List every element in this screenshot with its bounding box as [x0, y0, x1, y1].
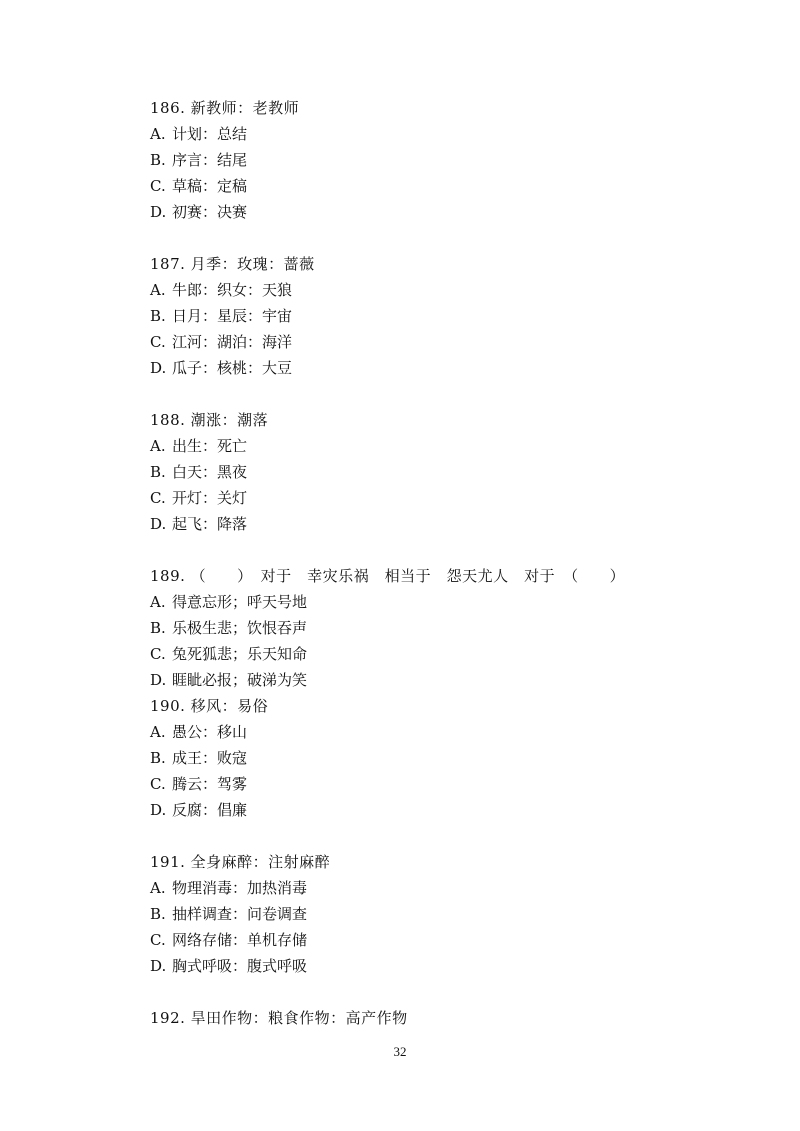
- option-text: 江河：湖泊：海洋: [172, 333, 293, 351]
- option-letter: D.: [150, 801, 167, 819]
- option-text: 乐极生悲；饮恨吞声: [172, 619, 308, 637]
- option-text: 草稿：定稿: [172, 177, 248, 195]
- option-text: 瓜子：核桃：大豆: [172, 359, 293, 377]
- question-187-option-c: [150, 332, 292, 352]
- question-188-option-d: [150, 514, 247, 534]
- question-190-stem: 190. 移风：易俗: [150, 697, 269, 715]
- option-text: 兔死狐悲；乐天知命: [172, 645, 308, 663]
- option-letter: D.: [150, 957, 167, 975]
- option-text: 愚公：移山: [172, 723, 248, 741]
- option-text: 胸式呼吸：腹式呼吸: [172, 957, 308, 975]
- question-186-stem: 186. 新教师：老教师: [150, 99, 300, 117]
- option-letter: C.: [150, 931, 166, 949]
- question-186-option-d: [150, 202, 247, 222]
- option-letter: C.: [150, 775, 166, 793]
- option-letter: B.: [150, 151, 166, 169]
- option-letter: B.: [150, 905, 166, 923]
- option-text: 腾云：驾雾: [172, 775, 248, 793]
- option-letter: C.: [150, 333, 166, 351]
- option-text: 计划：总结: [172, 125, 248, 143]
- option-letter: D.: [150, 671, 167, 689]
- question-188-option-a: [150, 436, 247, 456]
- option-text: 序言：结尾: [172, 151, 248, 169]
- option-letter: A.: [150, 879, 166, 897]
- question-187-option-d: [150, 358, 292, 378]
- option-letter: B.: [150, 463, 166, 481]
- option-letter: D.: [150, 203, 167, 221]
- option-text: 牛郎：织女：天狼: [172, 281, 293, 299]
- page-number: 32: [393, 1044, 407, 1059]
- question-190-option-c: [150, 774, 247, 794]
- question-190-option-b: [150, 748, 247, 768]
- option-text: 得意忘形；呼天号地: [172, 593, 308, 611]
- option-letter: A.: [150, 281, 166, 299]
- option-letter: A.: [150, 437, 166, 455]
- option-letter: A.: [150, 593, 166, 611]
- question-186-option-b: [150, 150, 247, 170]
- question-189-option-b: [150, 618, 307, 638]
- option-text: 物理消毒：加热消毒: [172, 879, 308, 897]
- question-188-option-b: [150, 462, 247, 482]
- question-187-option-a: [150, 280, 292, 300]
- question-186-option-c: [150, 176, 247, 196]
- option-letter: D.: [150, 359, 167, 377]
- question-189-option-c: [150, 644, 307, 664]
- question-191-option-b: [150, 904, 307, 924]
- option-text: 睚眦必报；破涕为笑: [172, 671, 308, 689]
- question-190-option-d: [150, 800, 247, 820]
- option-letter: D.: [150, 515, 167, 533]
- option-text: 出生：死亡: [172, 437, 248, 455]
- option-text: 白天：黑夜: [172, 463, 248, 481]
- question-189-option-a: [150, 592, 307, 612]
- option-letter: B.: [150, 619, 166, 637]
- option-text: 成王：败寇: [172, 749, 248, 767]
- option-text: 初赛：决赛: [172, 203, 248, 221]
- question-190-option-a: [150, 722, 247, 742]
- question-188-stem: 188. 潮涨：潮落: [150, 411, 269, 429]
- option-text: 日月：星辰：宇宙: [172, 307, 293, 325]
- option-letter: C.: [150, 645, 166, 663]
- option-text: 网络存储：单机存储: [172, 931, 308, 949]
- question-191-option-c: [150, 930, 307, 950]
- option-letter: C.: [150, 489, 166, 507]
- question-192-stem: 192. 旱田作物：粮食作物：高产作物: [150, 1009, 408, 1027]
- question-187-stem: 187. 月季：玫瑰：蔷薇: [150, 255, 315, 273]
- option-text: 开灯：关灯: [172, 489, 248, 507]
- question-191-option-d: [150, 956, 307, 976]
- question-187-option-b: [150, 306, 292, 326]
- option-text: 反腐：倡廉: [172, 801, 248, 819]
- option-text: 抽样调查：问卷调查: [172, 905, 308, 923]
- option-letter: C.: [150, 177, 166, 195]
- option-letter: B.: [150, 749, 166, 767]
- option-letter: A.: [150, 723, 166, 741]
- option-text: 起飞：降落: [172, 515, 248, 533]
- question-189-option-d: [150, 670, 307, 690]
- option-letter: A.: [150, 125, 166, 143]
- question-191-option-a: [150, 878, 307, 898]
- question-189-stem: 189. （ ） 对于 幸灾乐祸 相当于 怨天尤人 对于 （ ）: [150, 567, 626, 585]
- question-186-option-a: [150, 124, 247, 144]
- question-191-stem: 191. 全身麻醉：注射麻醉: [150, 853, 331, 871]
- question-188-option-c: [150, 488, 247, 508]
- option-letter: B.: [150, 307, 166, 325]
